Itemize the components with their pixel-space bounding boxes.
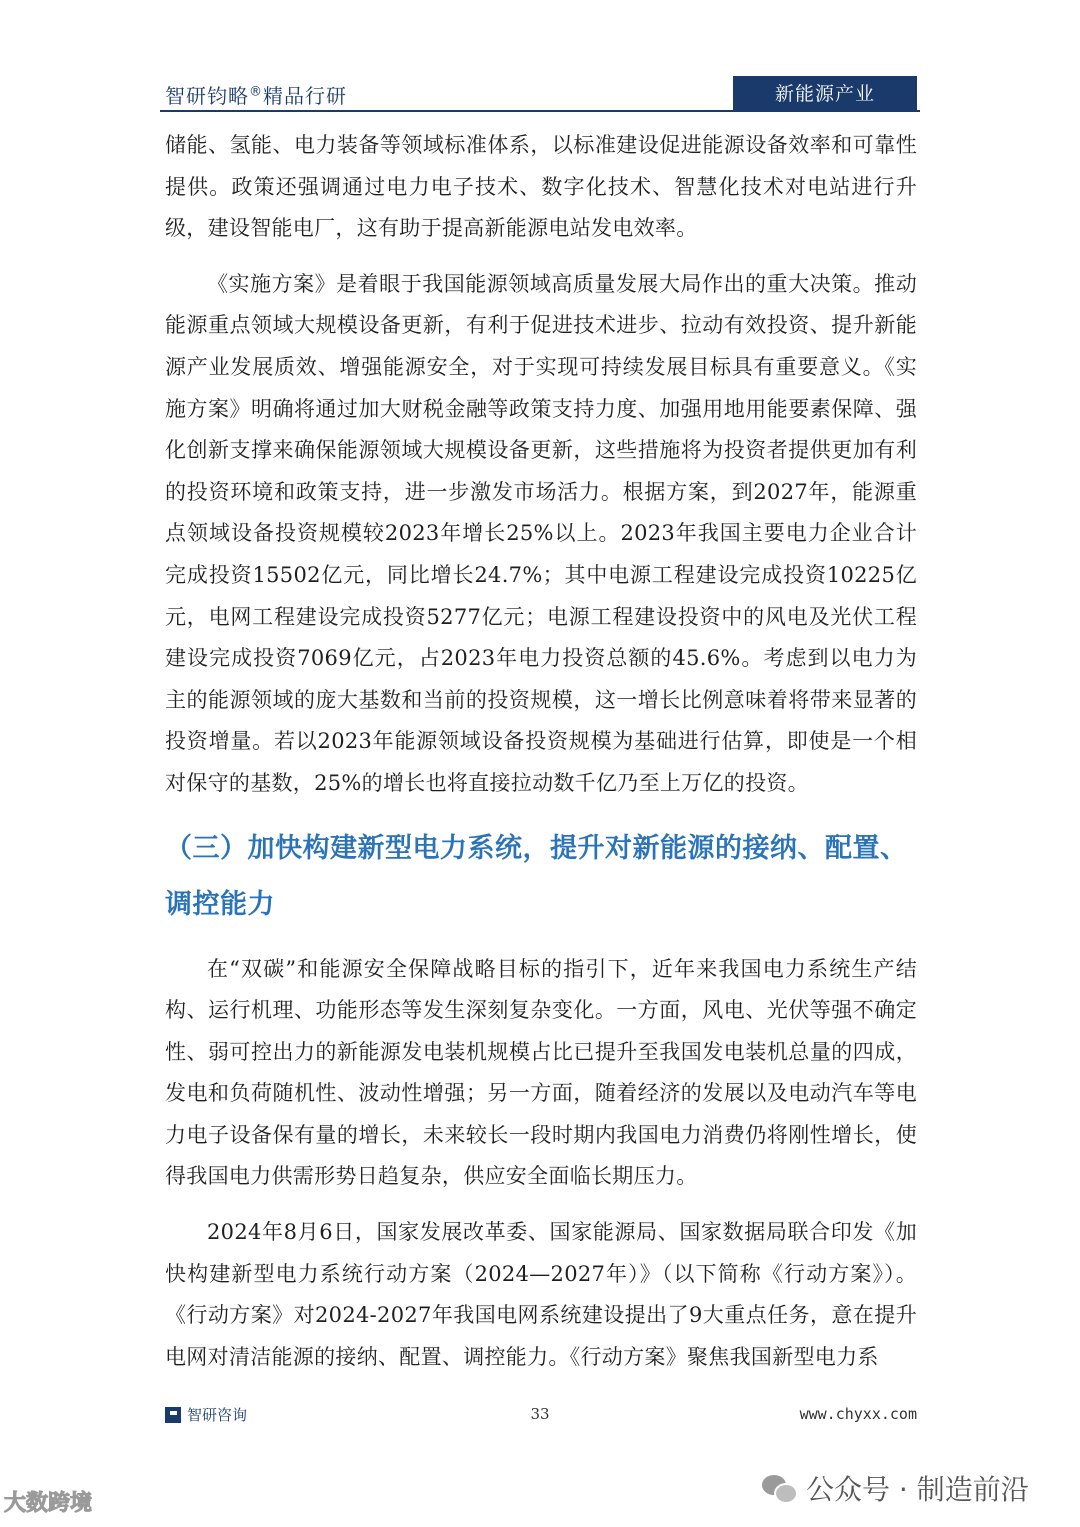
wechat-account-badge <box>762 1468 1029 1508</box>
header-brand <box>165 80 347 109</box>
paragraph: 在“双碳”和能源安全保障战略目标的指引下，近年来我国电力系统生产结构、运行机理、功能形态等发生深刻复杂变化。一方面，风电、光伏等强不确定性、弱可控出力的新能源发电装机规模占比已提升至我国发电装机总量的四成，发电和负荷随机性、波动性增强；另一方面，随着经济的发展以及电动汽车等电力电子设备保有量的增长，未来较长一段时期内我国电力消费仍将刚性增长，使得我国电力供需形势日趋复杂，供应安全面临长期压力。 <box>165 956 917 1189</box>
company-logo-icon <box>165 1407 181 1423</box>
wechat-account-label: 公众号 · 制造前沿 <box>806 1473 1029 1506</box>
footer-url[interactable]: www.chyxx.com <box>799 1405 917 1423</box>
paragraph: 《实施方案》是着眼于我国能源领域高质量发展大局作出的重大决策。推动能源重点领域大规模设备更新，有利于促进技术进步、拉动有效投资、提升新能源产业发展质效、增强能源安全，对于实现可持续发展目标具有重要意义。《实施方案》明确将通过加大财税金融等政策支持力度、加强用地用能要素保障、强化创新支撑来确保能源领域大规模设备更新，这些措施将为投资者提供更加有利的投资环境和政策支持，进一步激发市场活力。根据方案，到2027年，能源重点领域设备投资规模较2023年增长25%以上。2023年我国主要电力企业合计完成投资15502亿元，同比增长24.7%；其中电源工程建设完成投资10225亿元，电网工程建设完成投资5277亿元；电源工程建设投资中的风电及光伏工程建设完成投资7069亿元，占2023年电力投资总额的45.6%。考虑到以电力为主的能源领域的庞大基数和当前的投资规模，这一增长比例意味着将带来显著的投资增量。若以2023年能源领域设备投资规模为基础进行估算，即使是一个相对保守的基数，25%的增长也将直接拉动数千亿乃至上万亿的投资。 <box>165 271 917 795</box>
page-number: 33 <box>530 1405 550 1423</box>
page-content <box>165 125 917 1378</box>
footer-logo-text: 智研咨询 <box>187 1406 248 1424</box>
footer-logo <box>165 1404 247 1425</box>
registered-mark: ® <box>249 84 263 100</box>
brand-name: 智研钧略 <box>165 84 249 108</box>
brand-suffix: 精品行研 <box>263 84 347 108</box>
industry-tab: 新能源产业 <box>733 76 917 112</box>
paragraph: 储能、氢能、电力装备等领域标准体系，以标准建设促进能源设备效率和可靠性提供。政策还强调通过电力电子技术、数字化技术、智慧化技术对电站进行升级，建设智能电厂，这有助于提高新能源电站发电效率。 <box>165 133 917 241</box>
header-divider <box>160 110 920 112</box>
section-heading: （三）加快构建新型电力系统，提升对新能源的接纳、配置、调控能力 <box>165 832 908 920</box>
watermark: 大数跨境 <box>4 1491 93 1516</box>
wechat-icon <box>762 1475 796 1501</box>
paragraph: 2024年8月6日，国家发展改革委、国家能源局、国家数据局联合印发《加快构建新型电力系统行动方案（2024—2027年）》（以下简称《行动方案》）。《行动方案》对2024-2027年我国电网系统建设提出了9大重点任务，意在提升电网对清洁能源的接纳、配置、调控能力。《行动方案》聚焦我国新型电力系 <box>165 1220 917 1369</box>
